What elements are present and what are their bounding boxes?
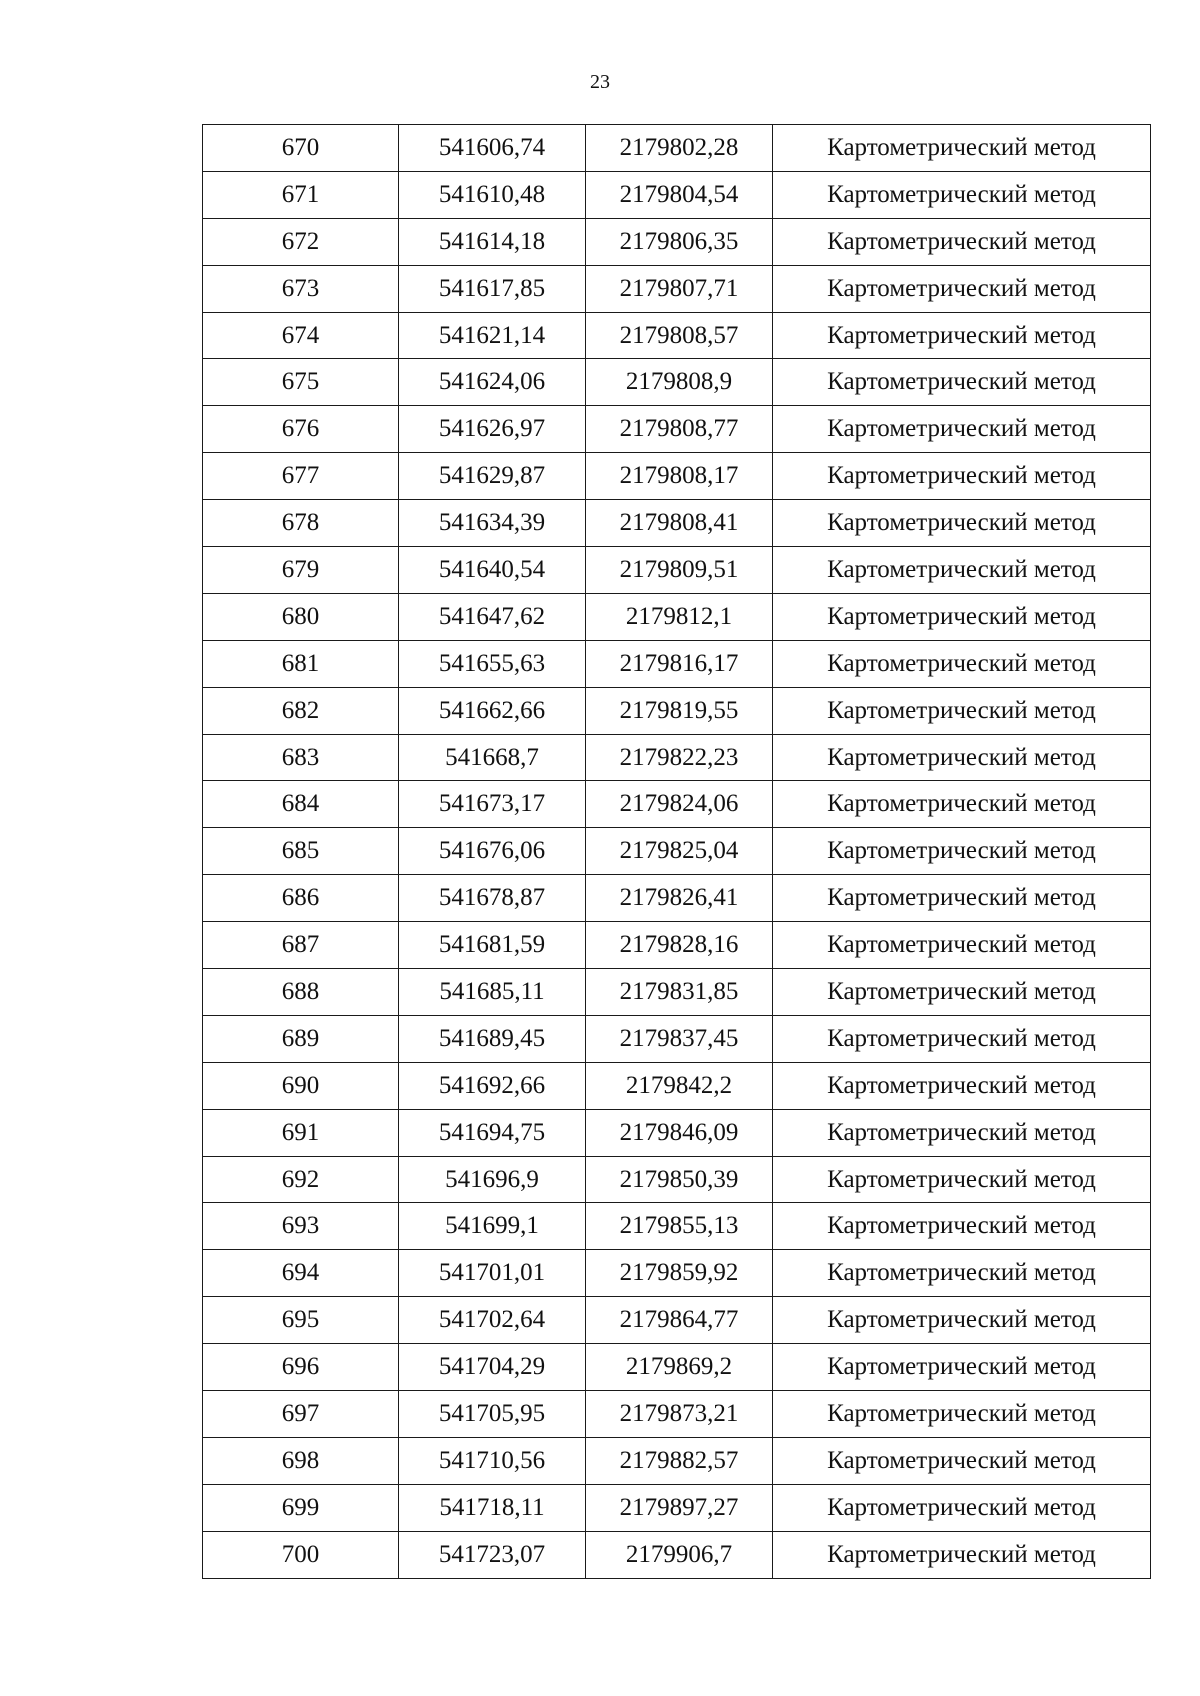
y-coordinate-cell: 2179808,77	[586, 406, 773, 453]
table-row	[203, 1250, 1151, 1297]
x-coordinate-cell: 541606,74	[399, 125, 586, 172]
point-number-cell: 693	[203, 1203, 399, 1250]
point-number-cell: 678	[203, 500, 399, 547]
method-cell: Картометрический метод	[773, 125, 1151, 172]
x-coordinate-cell: 541640,54	[399, 547, 586, 594]
point-number-cell: 671	[203, 171, 399, 218]
y-coordinate-cell: 2179850,39	[586, 1156, 773, 1203]
x-coordinate-cell: 541662,66	[399, 687, 586, 734]
table-row	[203, 1531, 1151, 1578]
y-coordinate-cell: 2179825,04	[586, 828, 773, 875]
y-coordinate-cell: 2179864,77	[586, 1297, 773, 1344]
point-number-cell: 681	[203, 640, 399, 687]
point-number-cell: 680	[203, 593, 399, 640]
point-number-cell: 692	[203, 1156, 399, 1203]
y-coordinate-cell: 2179808,57	[586, 312, 773, 359]
x-coordinate-cell: 541676,06	[399, 828, 586, 875]
x-coordinate-cell: 541723,07	[399, 1531, 586, 1578]
x-coordinate-cell: 541699,1	[399, 1203, 586, 1250]
table-row	[203, 312, 1151, 359]
y-coordinate-cell: 2179822,23	[586, 734, 773, 781]
y-coordinate-cell: 2179906,7	[586, 1531, 773, 1578]
point-number-cell: 670	[203, 125, 399, 172]
table-row	[203, 593, 1151, 640]
method-cell: Картометрический метод	[773, 1203, 1151, 1250]
table-row	[203, 500, 1151, 547]
y-coordinate-cell: 2179855,13	[586, 1203, 773, 1250]
table-row	[203, 1203, 1151, 1250]
x-coordinate-cell: 541617,85	[399, 265, 586, 312]
method-cell: Картометрический метод	[773, 969, 1151, 1016]
method-cell: Картометрический метод	[773, 500, 1151, 547]
table-row	[203, 406, 1151, 453]
point-number-cell: 675	[203, 359, 399, 406]
table-row	[203, 781, 1151, 828]
y-coordinate-cell: 2179831,85	[586, 969, 773, 1016]
y-coordinate-cell: 2179808,17	[586, 453, 773, 500]
x-coordinate-cell: 541655,63	[399, 640, 586, 687]
table-row	[203, 359, 1151, 406]
y-coordinate-cell: 2179809,51	[586, 547, 773, 594]
method-cell: Картометрический метод	[773, 1344, 1151, 1391]
x-coordinate-cell: 541710,56	[399, 1437, 586, 1484]
point-number-cell: 689	[203, 1015, 399, 1062]
page-number: 23	[590, 71, 610, 93]
y-coordinate-cell: 2179859,92	[586, 1250, 773, 1297]
table-row	[203, 1484, 1151, 1531]
table-row	[203, 734, 1151, 781]
x-coordinate-cell: 541668,7	[399, 734, 586, 781]
method-cell: Картометрический метод	[773, 1297, 1151, 1344]
table-row	[203, 828, 1151, 875]
table-row	[203, 1015, 1151, 1062]
y-coordinate-cell: 2179807,71	[586, 265, 773, 312]
point-number-cell: 691	[203, 1109, 399, 1156]
table-row	[203, 1062, 1151, 1109]
x-coordinate-cell: 541621,14	[399, 312, 586, 359]
point-number-cell: 673	[203, 265, 399, 312]
table-row	[203, 875, 1151, 922]
point-number-cell: 687	[203, 922, 399, 969]
point-number-cell: 688	[203, 969, 399, 1016]
method-cell: Картометрический метод	[773, 1531, 1151, 1578]
table-row	[203, 218, 1151, 265]
method-cell: Картометрический метод	[773, 406, 1151, 453]
method-cell: Картометрический метод	[773, 1437, 1151, 1484]
point-number-cell: 695	[203, 1297, 399, 1344]
method-cell: Картометрический метод	[773, 1062, 1151, 1109]
table-row	[203, 265, 1151, 312]
x-coordinate-cell: 541629,87	[399, 453, 586, 500]
y-coordinate-cell: 2179819,55	[586, 687, 773, 734]
x-coordinate-cell: 541626,97	[399, 406, 586, 453]
point-number-cell: 674	[203, 312, 399, 359]
method-cell: Картометрический метод	[773, 593, 1151, 640]
x-coordinate-cell: 541685,11	[399, 969, 586, 1016]
point-number-cell: 685	[203, 828, 399, 875]
y-coordinate-cell: 2179828,16	[586, 922, 773, 969]
point-number-cell: 690	[203, 1062, 399, 1109]
table-row	[203, 1297, 1151, 1344]
method-cell: Картометрический метод	[773, 1156, 1151, 1203]
method-cell: Картометрический метод	[773, 734, 1151, 781]
table-row	[203, 969, 1151, 1016]
table-row	[203, 125, 1151, 172]
method-cell: Картометрический метод	[773, 1250, 1151, 1297]
point-number-cell: 696	[203, 1344, 399, 1391]
x-coordinate-cell: 541673,17	[399, 781, 586, 828]
y-coordinate-cell: 2179804,54	[586, 171, 773, 218]
y-coordinate-cell: 2179816,17	[586, 640, 773, 687]
method-cell: Картометрический метод	[773, 453, 1151, 500]
method-cell: Картометрический метод	[773, 922, 1151, 969]
point-number-cell: 683	[203, 734, 399, 781]
y-coordinate-cell: 2179808,9	[586, 359, 773, 406]
x-coordinate-cell: 541634,39	[399, 500, 586, 547]
method-cell: Картометрический метод	[773, 1391, 1151, 1438]
y-coordinate-cell: 2179842,2	[586, 1062, 773, 1109]
method-cell: Картометрический метод	[773, 171, 1151, 218]
y-coordinate-cell: 2179873,21	[586, 1391, 773, 1438]
point-number-cell: 676	[203, 406, 399, 453]
point-number-cell: 679	[203, 547, 399, 594]
point-number-cell: 699	[203, 1484, 399, 1531]
y-coordinate-cell: 2179808,41	[586, 500, 773, 547]
table-row	[203, 640, 1151, 687]
method-cell: Картометрический метод	[773, 265, 1151, 312]
y-coordinate-cell: 2179812,1	[586, 593, 773, 640]
x-coordinate-cell: 541681,59	[399, 922, 586, 969]
table-row	[203, 1437, 1151, 1484]
x-coordinate-cell: 541694,75	[399, 1109, 586, 1156]
method-cell: Картометрический метод	[773, 781, 1151, 828]
method-cell: Картометрический метод	[773, 828, 1151, 875]
point-number-cell: 677	[203, 453, 399, 500]
y-coordinate-cell: 2179882,57	[586, 1437, 773, 1484]
point-number-cell: 697	[203, 1391, 399, 1438]
table-row	[203, 922, 1151, 969]
x-coordinate-cell: 541702,64	[399, 1297, 586, 1344]
x-coordinate-cell: 541647,62	[399, 593, 586, 640]
method-cell: Картометрический метод	[773, 547, 1151, 594]
point-number-cell: 686	[203, 875, 399, 922]
coordinates-table-body	[203, 125, 1151, 1579]
point-number-cell: 682	[203, 687, 399, 734]
y-coordinate-cell: 2179806,35	[586, 218, 773, 265]
coordinates-table	[202, 124, 1151, 1579]
point-number-cell: 694	[203, 1250, 399, 1297]
method-cell: Картометрический метод	[773, 640, 1151, 687]
y-coordinate-cell: 2179846,09	[586, 1109, 773, 1156]
method-cell: Картометрический метод	[773, 218, 1151, 265]
point-number-cell: 698	[203, 1437, 399, 1484]
x-coordinate-cell: 541678,87	[399, 875, 586, 922]
y-coordinate-cell: 2179837,45	[586, 1015, 773, 1062]
table-row	[203, 1344, 1151, 1391]
point-number-cell: 672	[203, 218, 399, 265]
method-cell: Картометрический метод	[773, 687, 1151, 734]
x-coordinate-cell: 541701,01	[399, 1250, 586, 1297]
x-coordinate-cell: 541610,48	[399, 171, 586, 218]
point-number-cell: 700	[203, 1531, 399, 1578]
table-row	[203, 171, 1151, 218]
y-coordinate-cell: 2179802,28	[586, 125, 773, 172]
x-coordinate-cell: 541696,9	[399, 1156, 586, 1203]
table-row	[203, 687, 1151, 734]
table-row	[203, 547, 1151, 594]
x-coordinate-cell: 541624,06	[399, 359, 586, 406]
x-coordinate-cell: 541718,11	[399, 1484, 586, 1531]
method-cell: Картометрический метод	[773, 875, 1151, 922]
x-coordinate-cell: 541705,95	[399, 1391, 586, 1438]
method-cell: Картометрический метод	[773, 1015, 1151, 1062]
y-coordinate-cell: 2179824,06	[586, 781, 773, 828]
x-coordinate-cell: 541689,45	[399, 1015, 586, 1062]
table-row	[203, 1109, 1151, 1156]
x-coordinate-cell: 541692,66	[399, 1062, 586, 1109]
table-row	[203, 453, 1151, 500]
method-cell: Картометрический метод	[773, 1109, 1151, 1156]
y-coordinate-cell: 2179897,27	[586, 1484, 773, 1531]
table-row	[203, 1391, 1151, 1438]
table-row	[203, 1156, 1151, 1203]
x-coordinate-cell: 541614,18	[399, 218, 586, 265]
point-number-cell: 684	[203, 781, 399, 828]
method-cell: Картометрический метод	[773, 312, 1151, 359]
method-cell: Картометрический метод	[773, 359, 1151, 406]
x-coordinate-cell: 541704,29	[399, 1344, 586, 1391]
y-coordinate-cell: 2179826,41	[586, 875, 773, 922]
method-cell: Картометрический метод	[773, 1484, 1151, 1531]
y-coordinate-cell: 2179869,2	[586, 1344, 773, 1391]
